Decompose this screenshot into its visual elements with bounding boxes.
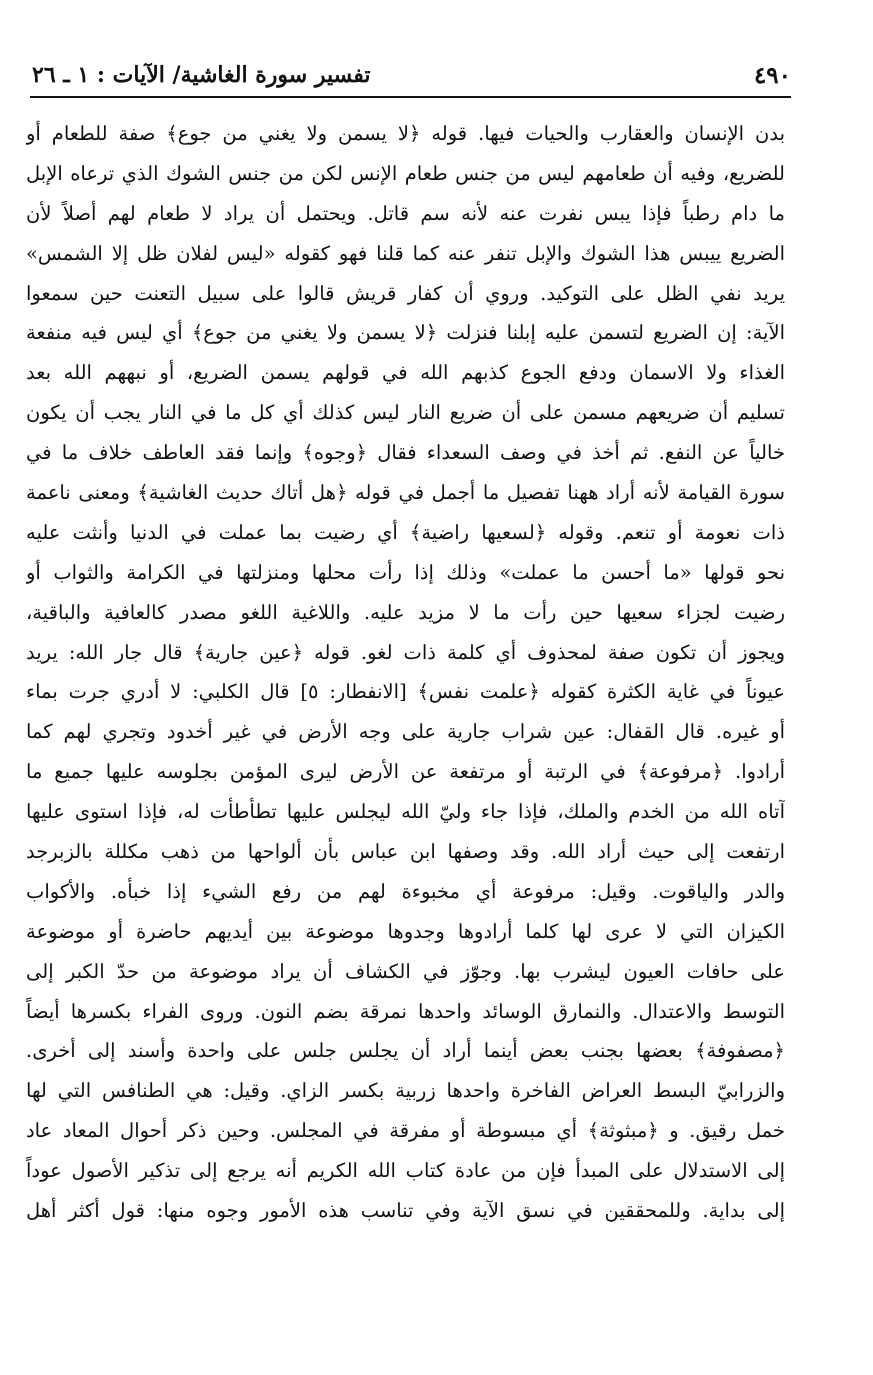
body-text	[26, 114, 785, 1231]
text-line: إلى الاستدلال على المبدأ فإن من عادة كتاب الله الكريم أنه يرجع إلى تذكير الأصول عوداً	[26, 1159, 785, 1183]
text-line: خمل رقيق. و ﴿مبثوثة﴾ أي مبسوطة أو مفرقة في المجلس. وحين ذكر أحوال المعاد عاد	[26, 1119, 785, 1143]
text-line: ما دام رطباً فإذا يبس نفرت عنه لأنه سم قاتل. ويحتمل أن يراد لا طعام لهم أصلاً لأن	[26, 201, 785, 225]
header-divider	[30, 96, 791, 98]
text-line: ﴿مصفوفة﴾ بعضها بجنب بعض أينما أراد أن يجلس جلس على واحدة وأسند إلى أخرى.	[26, 1039, 785, 1063]
text-line: أو غيره. قال القفال: عين شراب جارية على وجه الأرض في غير أخدود وتجري لهم كما	[26, 720, 785, 744]
text-line: على حافات العيون ليشرب بها. وجوّز في الكشاف أن يراد موضوعة من حدّ الكبر إلى	[26, 959, 785, 983]
text-line: نحو قولها «ما أحسن ما عملت» وذلك إذا رأت محلها ومنزلتها في الكرامة والثواب أو	[26, 560, 785, 584]
text-line: خالياً عن النفع. ثم أخذ في وصف السعداء فقال ﴿وجوه﴾ وإنما فقد العاطف خلاف ما في	[26, 441, 785, 465]
running-header	[32, 58, 791, 92]
text-line: أرادوا. ﴿مرفوعة﴾ في الرتبة أو مرتفعة عن الأرض ليرى المؤمن بجلوسه عليها جميع ما	[26, 760, 785, 784]
text-line: التوسط والاعتدال. والنمارق الوسائد واحدها نمرقة بضم النون. وروى الفراء بكسرها أيضاً	[26, 999, 785, 1023]
text-line: إلى بداية. وللمحققين في نسق الآية وفي تناسب هذه الأمور وجوه منها: قول أكثر أهل	[26, 1199, 785, 1223]
text-line: عيوناً في غاية الكثرة كقوله ﴿علمت نفس﴾ [الانفطار: ٥] قال الكلبي: لا أدري جرت بماء	[26, 680, 785, 704]
text-line: بدن الإنسان والعقارب والحيات فيها. قوله ﴿لا يسمن ولا يغني من جوع﴾ صفة للطعام أو	[26, 122, 785, 145]
text-line: الضريع ييبس هذا الشوك والإبل تنفر عنه كما قلنا فهو كقوله «ليس لفلان ظل إلا الشمس»	[26, 241, 785, 265]
text-line: الآية: إن الضريع لتسمن عليه إبلنا فنزلت ﴿لا يسمن ولا يغني من جوع﴾ أي ليس فيه منفعة	[26, 321, 785, 345]
text-line: سورة القيامة لأنه أراد ههنا تفصيل ما أجمل في قوله ﴿هل أتاك حديث الغاشية﴾ ومعنى ناعمة	[26, 481, 785, 505]
text-line: ويجوز أن تكون صفة لمحذوف أي كلمة ذات لغو. قوله ﴿عين جارية﴾ قال جار الله: يريد	[26, 640, 785, 664]
text-line: للضريع، وفيه أن طعامهم ليس من جنس طعام الإنس لكن من جنس الشوك الذي ترعاه الإبل	[26, 161, 785, 185]
text-line: الغذاء ولا الاسمان ودفع الجوع كذبهم الله في قولهم يسمن الضريع، أو نبههم الله بعد	[26, 361, 785, 385]
text-line: ارتفعت إلى حيث أراد الله. وقد وصفها ابن عباس بأن ألواحها من ذهب مكللة بالزبرجد	[26, 840, 785, 864]
text-line: آتاه الله من الخدم والملك، فإذا جاء وليّ الله ليجلس عليها تطأطأت له، فإذا استوى عليها	[26, 800, 785, 824]
text-line: يريد نفي الظل على التوكيد. وروي أن كفار قريش قالوا على سبيل التعنت حين سمعوا	[26, 281, 785, 305]
text-line: ذات نعومة أو تنعم. وقوله ﴿لسعيها راضية﴾ أي رضيت بما عملت في الدنيا وأنثت عليه	[26, 520, 785, 544]
text-line: تسليم أن ضريعهم مسمن على أن ضريع النار ليس كذلك أي كل ما في النار يجب أن يكون	[26, 401, 785, 425]
text-line: رضيت لجزاء سعيها حين رأت ما لا مزيد عليه. واللاغية اللغو مصدر كالعافية والباقية،	[26, 600, 785, 624]
text-line: والزرابيّ البسط العراض الفاخرة واحدها زربية بكسر الزاي. وقيل: هي الطنافس التي لها	[26, 1079, 785, 1103]
text-line: الكيزان التي لا عرى لها كلما أرادوها وجدوها موضوعة بين أيديهم حاضرة أو موضوعة	[26, 919, 785, 943]
text-line: والدر والياقوت. وقيل: مرفوعة أي مخبوءة لهم من رفع الشيء إذا خبأه. والأكواب	[26, 879, 785, 903]
page-number: ٤٩٠	[753, 61, 791, 89]
running-title: تفسير سورة الغاشية/ الآيات : ١ ـ ٢٦	[32, 62, 371, 88]
